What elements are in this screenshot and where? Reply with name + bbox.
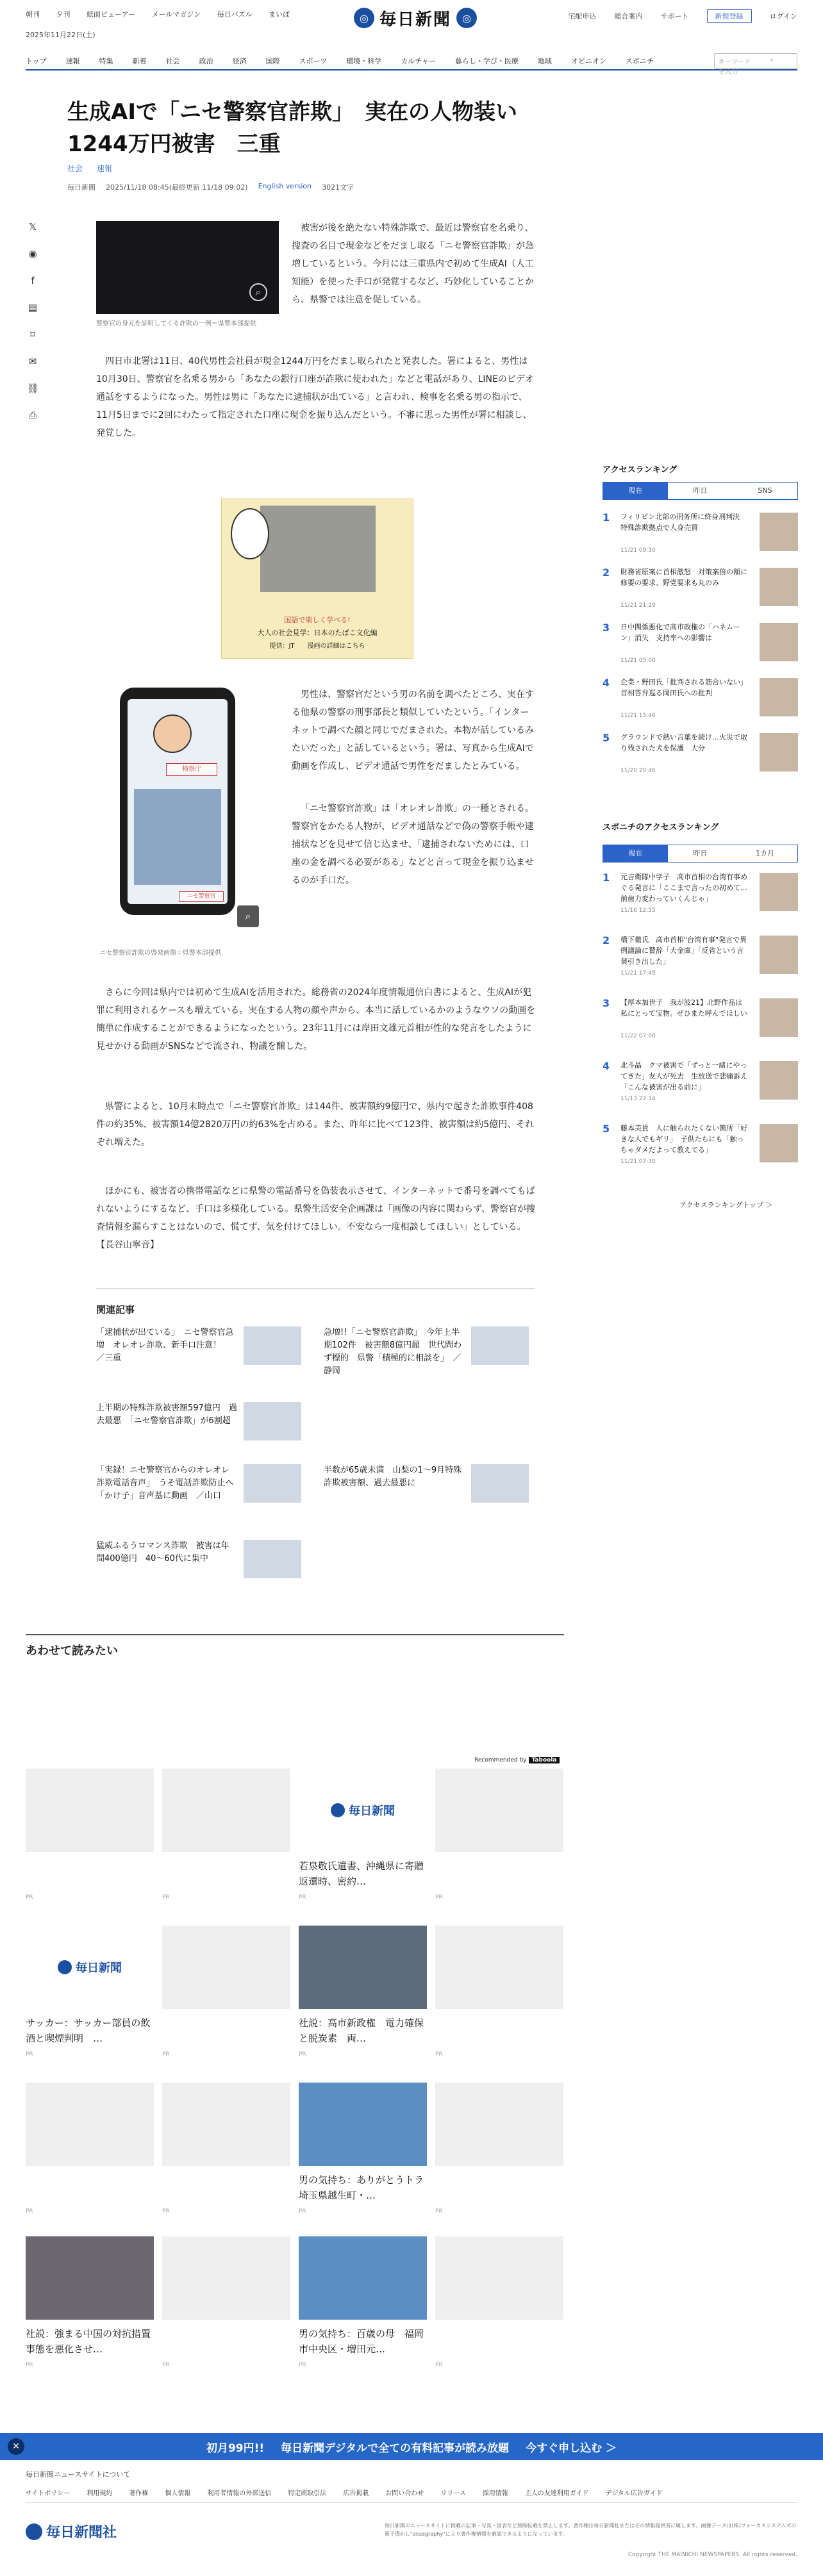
rank-number: 2 (603, 566, 610, 579)
pr-label: PR (26, 2208, 33, 2215)
save-icon[interactable]: ⌑ (30, 329, 35, 340)
ad-line-3: 提供：JT 漫画の詳細はこちら (269, 643, 365, 650)
related-title: 急増!!「ニセ警察官詐欺」 今年上半期102件 被害額8億円超 世代問わず標的 県警「積極的に相談を」 ／静岡 (324, 1328, 462, 1376)
sponichi-tabs (603, 845, 798, 863)
rank-title: 日中関係悪化で高市政権の「ハネムーン」消失 支持率への影響は (620, 623, 740, 642)
article-meta (67, 182, 354, 192)
related-item[interactable] (96, 1326, 308, 1371)
rank-thumb (760, 1124, 798, 1162)
taboola-logo: Taboola (529, 1757, 559, 1763)
image-caption-1: 警察官の身元を証明してくる詐欺の一例＝県警本部提供 (96, 320, 256, 327)
footer-link[interactable]: リリース (440, 2490, 466, 2497)
paragraph-4: 「ニセ警察官詐欺」は「オレオレ詐欺」の一種とされる。警察官をかたる人物が、ビデオ通話などで偽の警察手帳や逮捕状などを見せて信じ込ませ、「逮捕されないためには、口座の金を調べる必要がある」などと言って現金を振り込ませるのが手口だ。 (292, 804, 534, 886)
recommend-thumb (162, 2236, 290, 2320)
related-title: 「実録！ニセ警察官からのオレオレ詐欺電話音声」 うそ電話詐欺防止へ 「かけ子」音声基に動画 ／山口 (96, 1466, 242, 1501)
current-date: 2025年11月22日(土) (26, 31, 96, 39)
footer-site-heading[interactable]: 毎日新聞ニュースサイトについて (26, 2470, 131, 2479)
rank-title: グラウンドで熱い言葉を続け…火災で取り残された犬を保護 大分 (620, 733, 747, 752)
rank-title: フィリピン北部の刑务所に終身刑判決 特殊詐欺拠点で人身売買 (620, 513, 747, 532)
rank-time: 11/16 12:55 (620, 907, 656, 914)
article-char-count: 3021文字 (322, 183, 354, 192)
copyright: Copyright THE MAINICHI NEWSPAPERS. All rights reserved. (628, 2552, 797, 2558)
footer-note: 毎日新聞のニュースサイトに掲載の記事・写真・図表など無断転載を禁止します。著作権は毎日新聞社またはその情報提供者に属します。画像データは(株)フォーカスシステムズの電子透かし"acuagraphy"により著作権情報を確認できるようになっています。 (385, 2523, 797, 2537)
search-icon[interactable]: ⌕ (770, 56, 774, 63)
recommend-card[interactable] (299, 1926, 427, 2058)
recommend-card[interactable] (162, 2236, 290, 2368)
rank-thumb (760, 873, 798, 911)
sponichi-ranking-list (603, 871, 798, 1185)
site-logo[interactable] (354, 5, 477, 31)
ranking-tabs (603, 482, 798, 500)
rank-number: 4 (603, 1060, 610, 1072)
recommend-title (162, 2015, 290, 2046)
related-thumb (244, 1464, 301, 1503)
print-icon[interactable]: ⎙ (28, 409, 37, 421)
phone-screen (128, 699, 228, 904)
footer-logo[interactable] (26, 2522, 117, 2541)
nav-breaking[interactable]: 速報 (65, 57, 80, 65)
rank-title: 橋下徹氏 高市首相"台湾有事"発言で異例議論に賛辞「大金庫」「反省という言葉引き出した」 (620, 936, 747, 966)
recommend-card[interactable] (435, 2236, 563, 2368)
subscribe-banner[interactable] (0, 2433, 823, 2460)
zoom-icon[interactable]: ⌕ (249, 283, 267, 301)
nav-top[interactable]: トップ (26, 57, 47, 65)
tab-sns[interactable]: SNS (758, 486, 772, 495)
recommend-card[interactable] (162, 1769, 290, 1901)
link-copy-icon[interactable]: ⛓ (26, 383, 39, 394)
rank-number: 5 (603, 732, 610, 744)
related-thumb (244, 1326, 301, 1365)
rank-time: 11/21 17:45 (620, 970, 656, 977)
related-item[interactable] (96, 1540, 308, 1585)
footer-link[interactable]: 利用者情報の外部送信 (207, 2490, 272, 2497)
rank-time: 11/20 20:46 (620, 768, 656, 774)
tab-current[interactable]: 現在 (603, 483, 668, 499)
rank-time: 11/21 21:29 (620, 602, 656, 609)
rank-number: 1 (603, 871, 610, 884)
ranking-item[interactable] (603, 997, 798, 1060)
rank-thumb (760, 733, 798, 772)
login-button[interactable]: ログイン (769, 12, 797, 21)
footer-link[interactable]: 個人情報 (165, 2490, 191, 2497)
rank-number: 3 (603, 997, 610, 1009)
bookmark-share-icon[interactable]: ▤ (28, 302, 38, 313)
register-button[interactable]: 新規登録 (707, 9, 752, 23)
footer-link[interactable]: 特定商取引法 (288, 2490, 327, 2497)
logo-mark-icon: ◎ (354, 8, 374, 28)
recommend-card[interactable] (162, 2083, 290, 2215)
article-dates: 2025/11/18 08:45(最終更新 11/18 09:02) (106, 183, 248, 192)
ad-line-1: 国語で楽しく学べる! (284, 616, 351, 624)
footer-link[interactable]: デジタル広告ガイド (605, 2490, 663, 2497)
pr-label: PR (435, 2208, 443, 2215)
logo-mark-icon (58, 1960, 72, 1974)
pr-label: PR (435, 2051, 443, 2058)
rank-number: 2 (603, 934, 610, 946)
rank-thumb (760, 623, 798, 661)
recommend-title (435, 2172, 563, 2203)
related-thumb (244, 1402, 301, 1441)
rank-time: 11/21 09:30 (620, 547, 656, 554)
article-tags (67, 163, 124, 174)
recommend-thumb (162, 1926, 290, 2009)
pr-label: PR (162, 2362, 170, 2368)
ranking-item[interactable] (603, 566, 798, 622)
rank-number: 5 (603, 1123, 610, 1135)
footer-links (26, 2488, 797, 2503)
recommend-title (162, 2172, 290, 2203)
recommend-title (26, 2172, 154, 2203)
hatena-share-icon[interactable]: ◉ (28, 248, 37, 260)
pr-label: PR (26, 2362, 33, 2368)
recommend-thumb (299, 1926, 427, 2009)
paragraph-7: ほかにも、被害者の携帯電話などに県警の電話番号を偽装表示させて、インターネットで番号を調べてもばれないようにするなど、手口は多様化している。県警生活安全企画課は「画像の内容に関わらず、警察官が捜査情報を漏らすことはないので、慌てず、気を付けてほしい。不安なら一度相談してほしい」としている。【長谷山寧音】 (96, 1186, 535, 1250)
pr-label: PR (435, 2362, 443, 2368)
recommend-title (26, 1858, 154, 1889)
link-mail[interactable]: メールマガジン (151, 10, 201, 19)
nav-new[interactable]: 新着 (132, 57, 147, 65)
search-placeholder: キーワードを入力 (719, 59, 751, 76)
tab-yesterday-2[interactable]: 昨日 (693, 849, 708, 857)
rank-thumb (760, 568, 798, 606)
paragraph-3: 男性は、警察官だという男の名前を調べたところ、実在する他県の警察の刑事部長と類似していたという。「インターネットで調べた顔と同じでだまされた。本物が話しているみたいだった」と話しているという。署は、写真から生成AIで動画を作成し、ビデオ通話で男性をだましたとみている。 (292, 689, 534, 772)
related-item[interactable] (96, 1464, 308, 1515)
link-delivery[interactable]: 宅配申込 (568, 12, 597, 21)
rank-number: 1 (603, 511, 610, 524)
footer-link[interactable]: 著作権 (129, 2490, 149, 2497)
article-title: 生成AIで「ニセ警察官詐欺」 実在の人物装い1244万円被害 三重 (67, 99, 517, 157)
link-evening[interactable]: 夕刊 (56, 10, 71, 19)
rank-thumb (760, 1061, 798, 1100)
related-item[interactable] (96, 1402, 308, 1447)
rank-time: 11/21 15:46 (620, 713, 656, 719)
nav-society[interactable]: 社会 (165, 57, 180, 65)
footer-link[interactable]: 主人の友達利用ガイド (524, 2490, 589, 2497)
recommend-card[interactable] (26, 2236, 161, 2368)
recommend-title: 若泉敬氏遺書、沖縄県に寄贈 返還時、密約… (299, 1860, 434, 1887)
pr-label: PR (299, 2362, 306, 2368)
recommend-thumb (26, 1769, 154, 1852)
ad-photo (260, 506, 376, 592)
ranking-item[interactable] (603, 622, 798, 677)
ranking-item[interactable] (603, 1060, 798, 1123)
paragraph-6: 県警によると、10月末時点で「ニセ警察官詐欺」は144件、被害額約9億円で、県内で起きた詐欺事件408件の約35%、被害額14億2820万円の約63%を占める。また、昨年に比べて123件、被害額は約5億円、それぞれ増えた。 (96, 1102, 535, 1148)
search-input[interactable] (714, 53, 797, 76)
rank-title: 【厚本加世子 我が波21】北野作品は私にとって宝物。ぜひまた呼んでほしい (620, 998, 747, 1018)
link-puzzle[interactable]: 毎日パズル (217, 10, 253, 19)
rank-thumb (760, 678, 798, 716)
article-image-1[interactable] (96, 221, 279, 314)
recommend-card[interactable] (299, 1769, 434, 1901)
footer-logo-mark-icon (26, 2523, 42, 2540)
recommend-thumb (299, 1769, 427, 1852)
ranking-item[interactable] (603, 934, 798, 997)
tag-society[interactable]: 社会 (67, 164, 83, 173)
recommend-thumb (435, 1926, 563, 2009)
ranking-top-link[interactable]: アクセスランキングトップ ＞ (679, 1201, 773, 1209)
mail-share-icon[interactable]: ✉ (28, 356, 37, 367)
pr-label: PR (26, 2051, 33, 2058)
read-together-heading: あわせて読みたい (26, 1634, 564, 1658)
nav-special[interactable]: 特集 (99, 57, 113, 65)
rank-thumb (760, 936, 798, 974)
pr-label: PR (162, 1894, 170, 1901)
ranking-item[interactable] (603, 1123, 798, 1185)
nav-culture[interactable]: カルチャー (401, 57, 436, 65)
ranking-item[interactable] (603, 677, 798, 732)
recommend-title (162, 2326, 290, 2357)
fake-officer-photo (134, 789, 221, 885)
nav-sponichi[interactable]: スポニチ (625, 57, 654, 65)
recommend-card[interactable] (26, 1926, 154, 2058)
recommend-thumb (26, 2236, 154, 2320)
footer-link[interactable]: お問い合わせ (385, 2490, 424, 2497)
fake-officer-label: ニセ警察官 (179, 891, 224, 902)
recommended-by[interactable] (474, 1757, 560, 1763)
footer-link[interactable]: サイトポリシー (26, 2490, 71, 2497)
zoom-icon-2[interactable]: ⌕ (237, 905, 259, 927)
rank-title: 元吉衛隊中学子 高市首相の台湾有事めぐる発言に「ここまで言ったの初めて…前歯力変わっていくんじゃ」 (620, 873, 747, 903)
recommend-title: 社説：強まる中国の対抗措置 事態を悪化させ… (26, 2328, 161, 2355)
nav-opinion[interactable]: オピニオン (570, 57, 606, 65)
card-logo-text: 毎日新聞 (349, 1804, 395, 1818)
related-thumb (471, 1464, 529, 1503)
nav-local[interactable]: 地域 (537, 57, 552, 65)
recommend-title (435, 2015, 563, 2046)
share-bar (26, 221, 45, 436)
card-logo-text: 毎日新聞 (76, 1961, 122, 1975)
facebook-share-icon[interactable]: f (31, 275, 35, 286)
main-nav (26, 53, 797, 76)
link-viewer[interactable]: 紙面ビューアー (87, 10, 136, 19)
link-maipo[interactable]: まいぽ (269, 10, 290, 19)
footer-link[interactable]: 採用情報 (482, 2490, 508, 2497)
recommend-card[interactable] (299, 2083, 434, 2215)
nav-science[interactable]: 環境・科学 (346, 57, 382, 65)
recommend-thumb (162, 2083, 290, 2166)
footer-logo-text: 毎日新聞社 (46, 2524, 117, 2541)
recommend-thumb (299, 2083, 427, 2166)
recommend-card[interactable] (162, 1926, 290, 2058)
pr-label: PR (26, 1894, 33, 1901)
link-morning[interactable]: 朝刊 (26, 10, 40, 19)
recommend-title: 男の気持ち：ありがとうトラ 埼玉県越生町・… (299, 2174, 434, 2201)
rank-time: 11/13 22:14 (620, 1096, 656, 1102)
related-title: 半数が65歳未満 山梨の1～9月特殊詐欺被害額、過去最悪に (324, 1466, 462, 1488)
rank-title: 企業・野田氏「批判される筋合いない」 首相答弁巡る岡田氏への批判 (620, 678, 751, 697)
banner-text: 毎日新聞デジタルで全ての有料記事が読み放題 (281, 2441, 510, 2455)
close-icon[interactable]: ✕ (8, 2438, 24, 2455)
ranking-list (603, 511, 798, 787)
ad-speech-bubble (231, 508, 269, 559)
x-share-icon[interactable]: 𝕏 (28, 221, 37, 233)
logo-mark-icon-right: ◎ (456, 8, 477, 28)
english-version-link[interactable]: English version (258, 182, 312, 190)
ad-line-2: 大人の社会見学：日本のたばこ文化編 (257, 629, 378, 637)
ranking-item[interactable] (603, 732, 798, 787)
rank-number: 3 (603, 622, 610, 634)
recommend-card[interactable] (26, 1769, 154, 1901)
recommend-card[interactable] (299, 2236, 427, 2368)
phone-illustration (120, 688, 235, 915)
rank-thumb (760, 998, 798, 1037)
related-thumb (244, 1540, 301, 1578)
recommend-title (435, 2326, 563, 2357)
rank-thumb (760, 513, 798, 551)
article-image-2[interactable] (99, 688, 256, 954)
nav-politics[interactable]: 政治 (199, 57, 213, 65)
pr-label: PR (435, 1894, 443, 1901)
tab-yesterday[interactable]: 昨日 (693, 486, 708, 495)
banner-price: 初月99円!! (206, 2441, 265, 2455)
paragraph-2: 四日市北署は11日、40代男性会社員が現金1244万円をだまし取られたと発表した。署によると、男性は10月30日、警察官を名乗る男から「あなたの銀行口座が詐欺に使われた」などと電話があり、LINEのビデオ通話をするようになった。男性は男に「あなたに逮捕状が出ている」と言われ、検事を名乗る男の指示で、11月5日までに2回にわたって指定された口座に現金を振り込んだという。不審に思った男性が署に相談し、発覚した。 (96, 356, 534, 438)
related-title: 上半期の特殊詐欺被害額597億円 過去最悪 「ニセ警察官詐欺」が6割超 (96, 1403, 237, 1426)
recommend-card[interactable] (26, 2083, 154, 2215)
related-heading: 関連記事 (96, 1288, 535, 1316)
ranking-item[interactable] (603, 511, 798, 566)
recommend-card[interactable] (435, 2083, 563, 2215)
recommend-thumb (162, 1769, 290, 1852)
related-item[interactable] (324, 1326, 535, 1376)
link-support[interactable]: サポート (660, 12, 689, 21)
access-ranking-heading: アクセスランキング (603, 465, 678, 475)
pr-label: PR (299, 1894, 306, 1901)
nav-life[interactable]: 暮らし・学び・医療 (454, 57, 519, 65)
recommend-thumb (26, 1926, 154, 2009)
tab-current-2[interactable]: 現在 (603, 845, 668, 862)
rank-number: 4 (603, 677, 610, 689)
recommended-label: Recommended by (474, 1757, 527, 1763)
paragraph-1: 被害が後を絶たない特殊詐欺で、最近は警察官を名乗り、捜査の名目で現金などをだまし取る「ニセ警察官詐欺」が急増しているという。今月には三重県内で初めて生成AI（人工知能）を使った手口が発覚するなど、巧妙化していることから、県警では注意を促している。 (292, 223, 534, 305)
nav-sports[interactable]: スポーツ (299, 57, 328, 65)
pr-label: PR (162, 2208, 170, 2215)
prosecutor-sign: 検察庁 (166, 763, 217, 776)
logo-text: 毎日新聞 (379, 10, 452, 29)
rank-time: 11/21 05:00 (620, 657, 656, 664)
recommend-title: 社説：高市新政権 電力確保と脱炭素 両… (299, 2017, 424, 2044)
nav-world[interactable]: 国際 (265, 57, 280, 65)
related-thumb (471, 1326, 529, 1365)
rank-title: 藤本美貴 人に触られたくない箇所「好きな人でもギリ」 子供たちにも「触っちゃダメだよって教えてる」 (620, 1124, 747, 1154)
rank-time: 11/22 07:00 (620, 1033, 656, 1039)
footer-link[interactable]: 利用規約 (87, 2490, 113, 2497)
image-caption-2: ニセ警察官詐欺の啓発画像＝県警本部提供 (99, 950, 221, 957)
pr-label: PR (299, 2208, 306, 2215)
ranking-item[interactable] (603, 871, 798, 934)
nav-economy[interactable]: 経済 (232, 57, 247, 65)
recommend-title: サッカー：サッカー部員の飲酒と喫煙判明 … (26, 2017, 151, 2044)
rank-title: 北斗晶 クマ被害で「ずっと一緒にやってきた」友人が死去 生放送で悲痛訴え「こんな被害が出る前に」 (620, 1061, 747, 1091)
paragraph-5: さらに今回は県内では初めて生成AIを活用された。総務省の2024年度情報通信白書によると、生成AIが犯罪に利用されるケースも増えている。実在する人物の顔や声から、本当に話しているかのようなウソの動画を簡単に作成することができるようになったという。23年11月には岸田文雄元首相が性的な発言をしたように見せかける動画がSNSなどで流され、物議を醸した。 (96, 987, 536, 1052)
link-guide[interactable]: 総合案内 (614, 12, 643, 21)
recommend-card[interactable] (435, 1769, 563, 1901)
recommend-thumb (299, 2236, 427, 2320)
logo-mark-icon (331, 1803, 345, 1817)
rank-title: 財務省原案に首相激怒 対策案倍の額に修要の要求、野党要求も丸のみ (620, 568, 747, 587)
related-title: 猛威ふるうロマンス詐欺 被害は年間400億円 40～60代に集中 (96, 1541, 229, 1564)
banner-cta[interactable]: 今すぐ申し込む ＞ (526, 2441, 617, 2455)
recommend-title: 男の気持ち：百歳の母 福岡市中央区・増田元… (299, 2328, 424, 2355)
recommend-thumb (435, 1769, 563, 1852)
recommend-title (435, 1858, 563, 1889)
recommend-thumb (435, 2236, 563, 2320)
article-source: 毎日新聞 (67, 183, 96, 192)
tag-breaking[interactable]: 速報 (96, 164, 112, 173)
related-item[interactable] (324, 1464, 535, 1509)
tab-month[interactable]: 1カ月 (756, 849, 774, 857)
recommend-thumb (26, 2083, 154, 2166)
rank-time: 11/21 07:30 (620, 1159, 656, 1165)
related-title: 「逮捕状が出ている」 ニセ警察官急増 オレオレ詐欺、新手口注意！ ／三重 (96, 1328, 234, 1363)
recommend-card[interactable] (435, 1926, 563, 2058)
recommend-thumb (435, 2083, 563, 2166)
sponichi-ranking-heading: スポニチのアクセスランキング (603, 823, 719, 832)
advertisement-banner[interactable] (221, 499, 413, 659)
pr-label: PR (299, 2051, 306, 2058)
pr-label: PR (162, 2051, 170, 2058)
caller-face (153, 714, 192, 753)
footer-link[interactable]: 広告掲載 (343, 2490, 369, 2497)
recommend-title (162, 1858, 290, 1889)
